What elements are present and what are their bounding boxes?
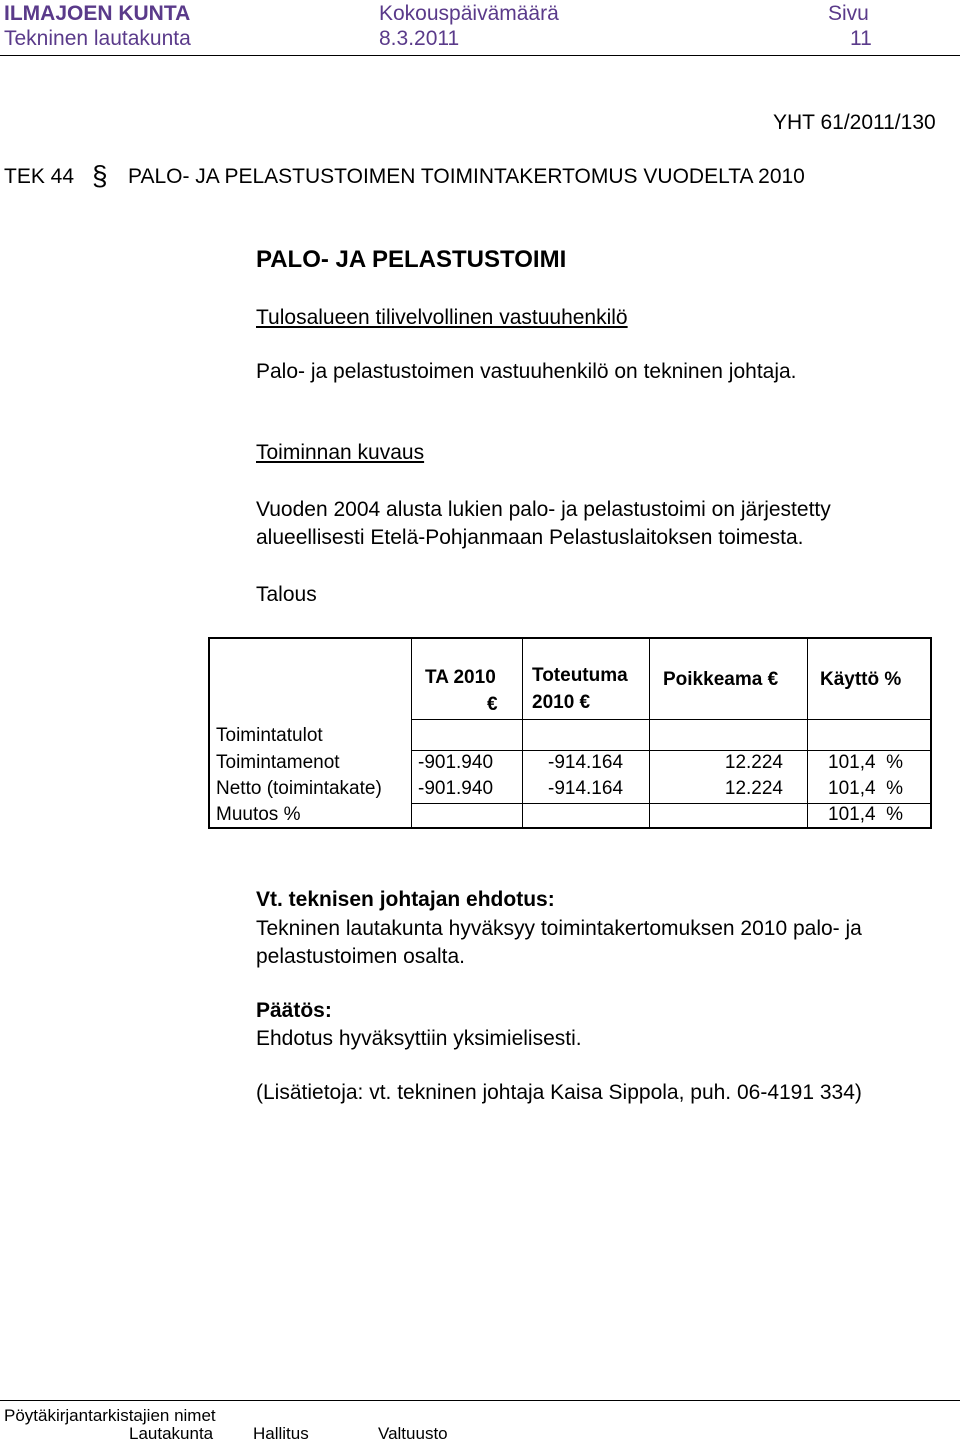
- col-header-ta-currency: €: [487, 694, 498, 715]
- org-name: ILMAJOEN KUNTA: [4, 2, 191, 25]
- finance-table: [208, 637, 932, 829]
- row-label: Muutos %: [216, 804, 301, 825]
- table-col-divider: [522, 639, 523, 827]
- cell-poikkeama: 12.224: [724, 752, 783, 773]
- table-col-divider: [411, 639, 412, 827]
- header-divider: [0, 55, 960, 56]
- col-header-toteutuma: Toteutuma: [532, 665, 628, 686]
- main-heading: PALO- JA PELASTUSTOIMI: [256, 246, 567, 273]
- description-line-2: alueellisesti Etelä-Pohjanmaan Pelastuslaitoksen toimesta.: [256, 526, 804, 549]
- description-heading: Toiminnan kuvaus: [256, 441, 425, 464]
- meeting-date: 8.3.2011: [379, 27, 460, 50]
- cell-toteutuma: -914.164: [548, 752, 624, 773]
- table-col-divider: [807, 639, 808, 827]
- item-number: TEK 44: [4, 165, 75, 188]
- date-label: Kokouspäivämäärä: [379, 2, 559, 25]
- item-title: PALO- JA PELASTUSTOIMEN TOIMINTAKERTOMUS VUODELTA 2010: [128, 165, 805, 188]
- footer-label: Pöytäkirjantarkistajien nimet: [4, 1406, 216, 1425]
- cell-ta: -901.940: [418, 778, 494, 799]
- row-label: Netto (toimintakate): [216, 778, 382, 799]
- committee-name: Tekninen lautakunta: [4, 27, 191, 50]
- row-label: Toimintatulot: [216, 725, 323, 746]
- contact-info: (Lisätietoja: vt. tekninen johtaja Kaisa Sippola, puh. 06-4191 334): [256, 1081, 862, 1104]
- page-label: Sivu: [828, 2, 869, 25]
- col-header-kaytto: Käyttö %: [820, 669, 902, 690]
- proposal-heading: Vt. teknisen johtajan ehdotus:: [256, 888, 555, 911]
- table-col-divider: [649, 639, 650, 827]
- decision-text: Ehdotus hyväksyttiin yksimielisesti.: [256, 1027, 582, 1050]
- cell-kaytto: 101,4 %: [828, 804, 903, 825]
- finance-heading: Talous: [256, 583, 317, 606]
- proposal-line-1: Tekninen lautakunta hyväksyy toimintakertomuksen 2010 palo- ja: [256, 917, 862, 940]
- footer-divider: [0, 1400, 960, 1401]
- cell-kaytto: 101,4 %: [828, 752, 903, 773]
- description-line-1: Vuoden 2004 alusta lukien palo- ja pelastustoimi on järjestetty: [256, 498, 831, 521]
- page-number: 11: [850, 27, 872, 50]
- responsible-text: Palo- ja pelastustoimen vastuuhenkilö on tekninen johtaja.: [256, 360, 797, 383]
- col-header-toteutuma-year: 2010 €: [532, 692, 591, 713]
- section-sign-icon: §: [92, 160, 108, 191]
- footer-valtuusto: Valtuusto: [378, 1424, 448, 1443]
- col-header-poikkeama: Poikkeama €: [663, 669, 779, 690]
- footer-hallitus: Hallitus: [253, 1424, 309, 1443]
- footer-lautakunta: Lautakunta: [129, 1424, 214, 1443]
- decision-heading: Päätös:: [256, 999, 332, 1022]
- proposal-line-2: pelastustoimen osalta.: [256, 945, 465, 968]
- col-header-ta: TA 2010: [425, 667, 496, 688]
- header-underline: [411, 719, 930, 720]
- cell-toteutuma: -914.164: [548, 778, 624, 799]
- cell-kaytto: 101,4 %: [828, 778, 903, 799]
- reference-number: YHT 61/2011/130: [773, 111, 936, 134]
- responsible-heading: Tulosalueen tilivelvollinen vastuuhenkilö: [256, 306, 628, 329]
- cell-poikkeama: 12.224: [724, 778, 783, 799]
- cell-ta: -901.940: [418, 752, 494, 773]
- row-label: Toimintamenot: [216, 752, 340, 773]
